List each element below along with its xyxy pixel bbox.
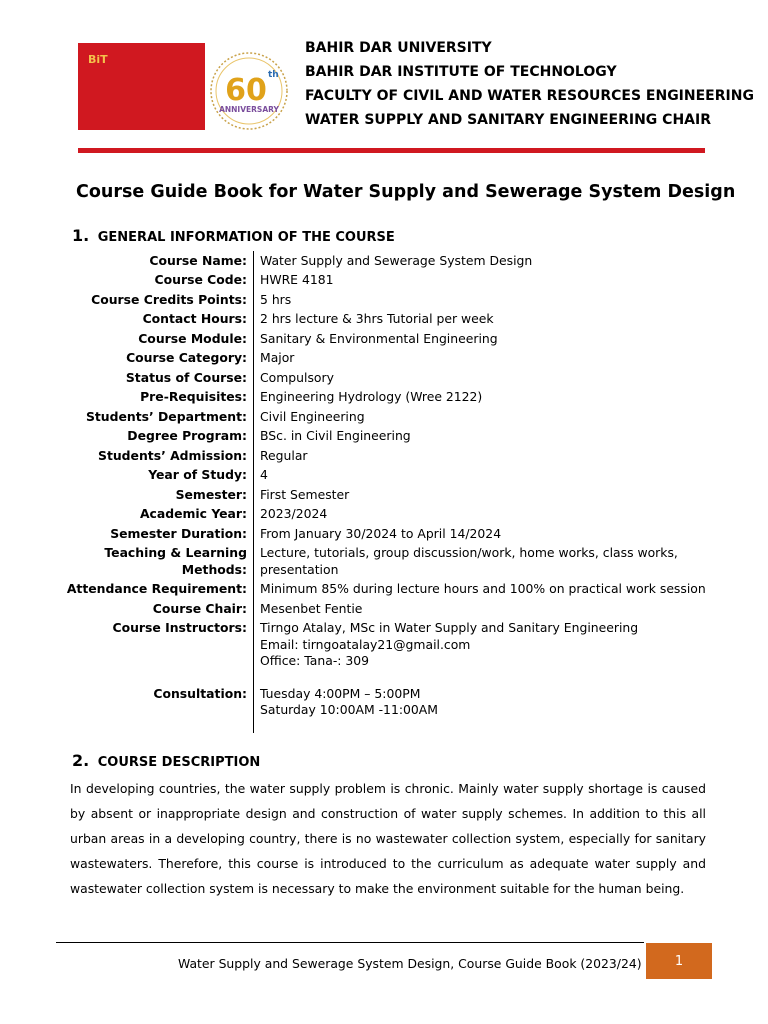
section-2-heading [72, 751, 260, 770]
row-value: 4 [254, 466, 741, 486]
row-value: Sanitary & Environmental Engineering [254, 329, 741, 349]
row-label: Course Code: [154, 272, 247, 287]
table-row [40, 544, 740, 580]
instructor-email: Email: tirngoatalay21@gmail.com [260, 636, 471, 652]
table-row [40, 329, 740, 349]
row-label: Consultation: [153, 685, 247, 701]
row-label: Course Name: [149, 252, 247, 268]
row-value [254, 619, 741, 672]
row-value: BSc. in Civil Engineering [254, 427, 741, 447]
row-value: 5 hrs [254, 290, 741, 310]
row-label: Course Instructors: [112, 620, 247, 635]
row-label: Academic Year: [139, 506, 247, 521]
row-value: Compulsory [254, 368, 741, 388]
row-label [40, 544, 254, 580]
table-row [40, 580, 740, 600]
row-value: HWRE 4181 [254, 271, 741, 291]
course-description-paragraph: In developing countries, the water supply problem is chronic. Mainly water supply shortage is caused by absent or inappropriate design and construction of water supply schemes. In addition to this all urban areas in a developing country, there is no wastewater collection system, especially for sanitary wastewaters. Therefore, this course is introduced to the curriculum as adequate water supply and wastewater collection system is necessary to make the environment suitable for the human being. [70, 781, 706, 896]
institute-name: BAHIR DAR INSTITUTE OF TECHNOLOGY [305, 64, 617, 80]
section-2-title: COURSE DESCRIPTION [97, 755, 261, 770]
faculty-name: FACULTY OF CIVIL AND WATER RESOURCES ENGINEERING [305, 88, 754, 104]
table-spacer [40, 671, 740, 684]
anniversary-logo-icon [208, 50, 290, 132]
table-spacer [40, 720, 740, 733]
institution-header [305, 36, 754, 132]
instructor-name: Tirngo Atalay, MSc in Water Supply and Sanitary Engineering [260, 620, 639, 635]
teaching-label-line1: Teaching & Learning [104, 545, 247, 560]
teaching-value-line2: presentation [260, 561, 339, 577]
row-value: Mesenbet Fentie [254, 599, 741, 619]
row-value: Water Supply and Sewerage System Design [254, 251, 741, 271]
row-label: Course Credits Points: [91, 291, 247, 307]
consultation-line1: Tuesday 4:00PM – 5:00PM [260, 685, 421, 701]
consultation-line2: Saturday 10:00AM -11:00AM [260, 702, 438, 717]
table-row [40, 485, 740, 505]
row-label: Course Module: [138, 330, 247, 346]
row-label: Year of Study: [148, 467, 247, 482]
table-row [40, 466, 740, 486]
table-row [40, 599, 740, 619]
row-value [254, 544, 741, 580]
university-name: BAHIR DAR UNIVERSITY [305, 40, 492, 56]
section-1-title: GENERAL INFORMATION OF THE COURSE [97, 230, 395, 245]
table-row [40, 427, 740, 447]
table-row [40, 271, 740, 291]
anniversary-text: ANNIVERSARY [219, 105, 279, 114]
section-1-number: 1. [72, 226, 90, 245]
row-value: First Semester [254, 485, 741, 505]
table-row [40, 310, 740, 330]
table-row [40, 251, 740, 271]
row-value: 2023/2024 [254, 505, 741, 525]
course-info-table [40, 251, 740, 733]
row-value: Regular [254, 446, 741, 466]
row-label: Contact Hours: [142, 311, 247, 326]
row-value [254, 684, 741, 720]
table-row [40, 505, 740, 525]
table-row [40, 446, 740, 466]
footer-text: Water Supply and Sewerage System Design, Course Guide Book (2023/24) [178, 956, 642, 971]
table-row [40, 388, 740, 408]
bit-logo [78, 43, 205, 130]
row-label: Course Category: [126, 350, 247, 365]
anniversary-suffix: th [268, 70, 279, 80]
table-row [40, 684, 740, 720]
teaching-label-line2: Methods: [181, 561, 247, 577]
row-value: Major [254, 349, 741, 369]
table-row [40, 407, 740, 427]
table-row [40, 290, 740, 310]
row-label: Attendance Requirement: [66, 581, 247, 596]
row-value: From January 30/2024 to April 14/2024 [254, 524, 741, 544]
section-1-heading [72, 226, 395, 245]
row-label: Students’ Department: [85, 408, 247, 424]
row-label: Pre-Requisites: [140, 389, 247, 404]
instructor-office: Office: Tana-: 309 [260, 653, 370, 668]
page-number: 1 [674, 953, 684, 969]
row-value: Minimum 85% during lecture hours and 100% on practical work session [254, 580, 741, 600]
row-value: 2 hrs lecture & 3hrs Tutorial per week [254, 310, 741, 330]
row-label: Students’ Admission: [98, 447, 247, 463]
row-label: Semester: [175, 486, 247, 502]
table-row [40, 349, 740, 369]
table-row [40, 619, 740, 672]
table-row [40, 368, 740, 388]
row-label: Course Chair: [152, 600, 247, 616]
row-value: Engineering Hydrology (Wree 2122) [254, 388, 741, 408]
row-label: Semester Duration: [110, 525, 247, 541]
row-value: Civil Engineering [254, 407, 741, 427]
page-number-badge [646, 943, 712, 979]
row-label: Status of Course: [125, 369, 247, 385]
footer-divider [56, 942, 644, 943]
anniversary-number: 60 [225, 73, 267, 108]
teaching-value-line1: Lecture, tutorials, group discussion/work, home works, class works, [260, 545, 678, 560]
header-divider [78, 148, 705, 153]
bit-logo-text: BiT [88, 53, 108, 66]
section-2-number: 2. [72, 751, 90, 770]
table-row [40, 524, 740, 544]
chair-name: WATER SUPPLY AND SANITARY ENGINEERING CHAIR [305, 112, 711, 128]
document-title: Course Guide Book for Water Supply and Sewerage System Design [76, 182, 736, 202]
row-label: Degree Program: [127, 428, 247, 443]
